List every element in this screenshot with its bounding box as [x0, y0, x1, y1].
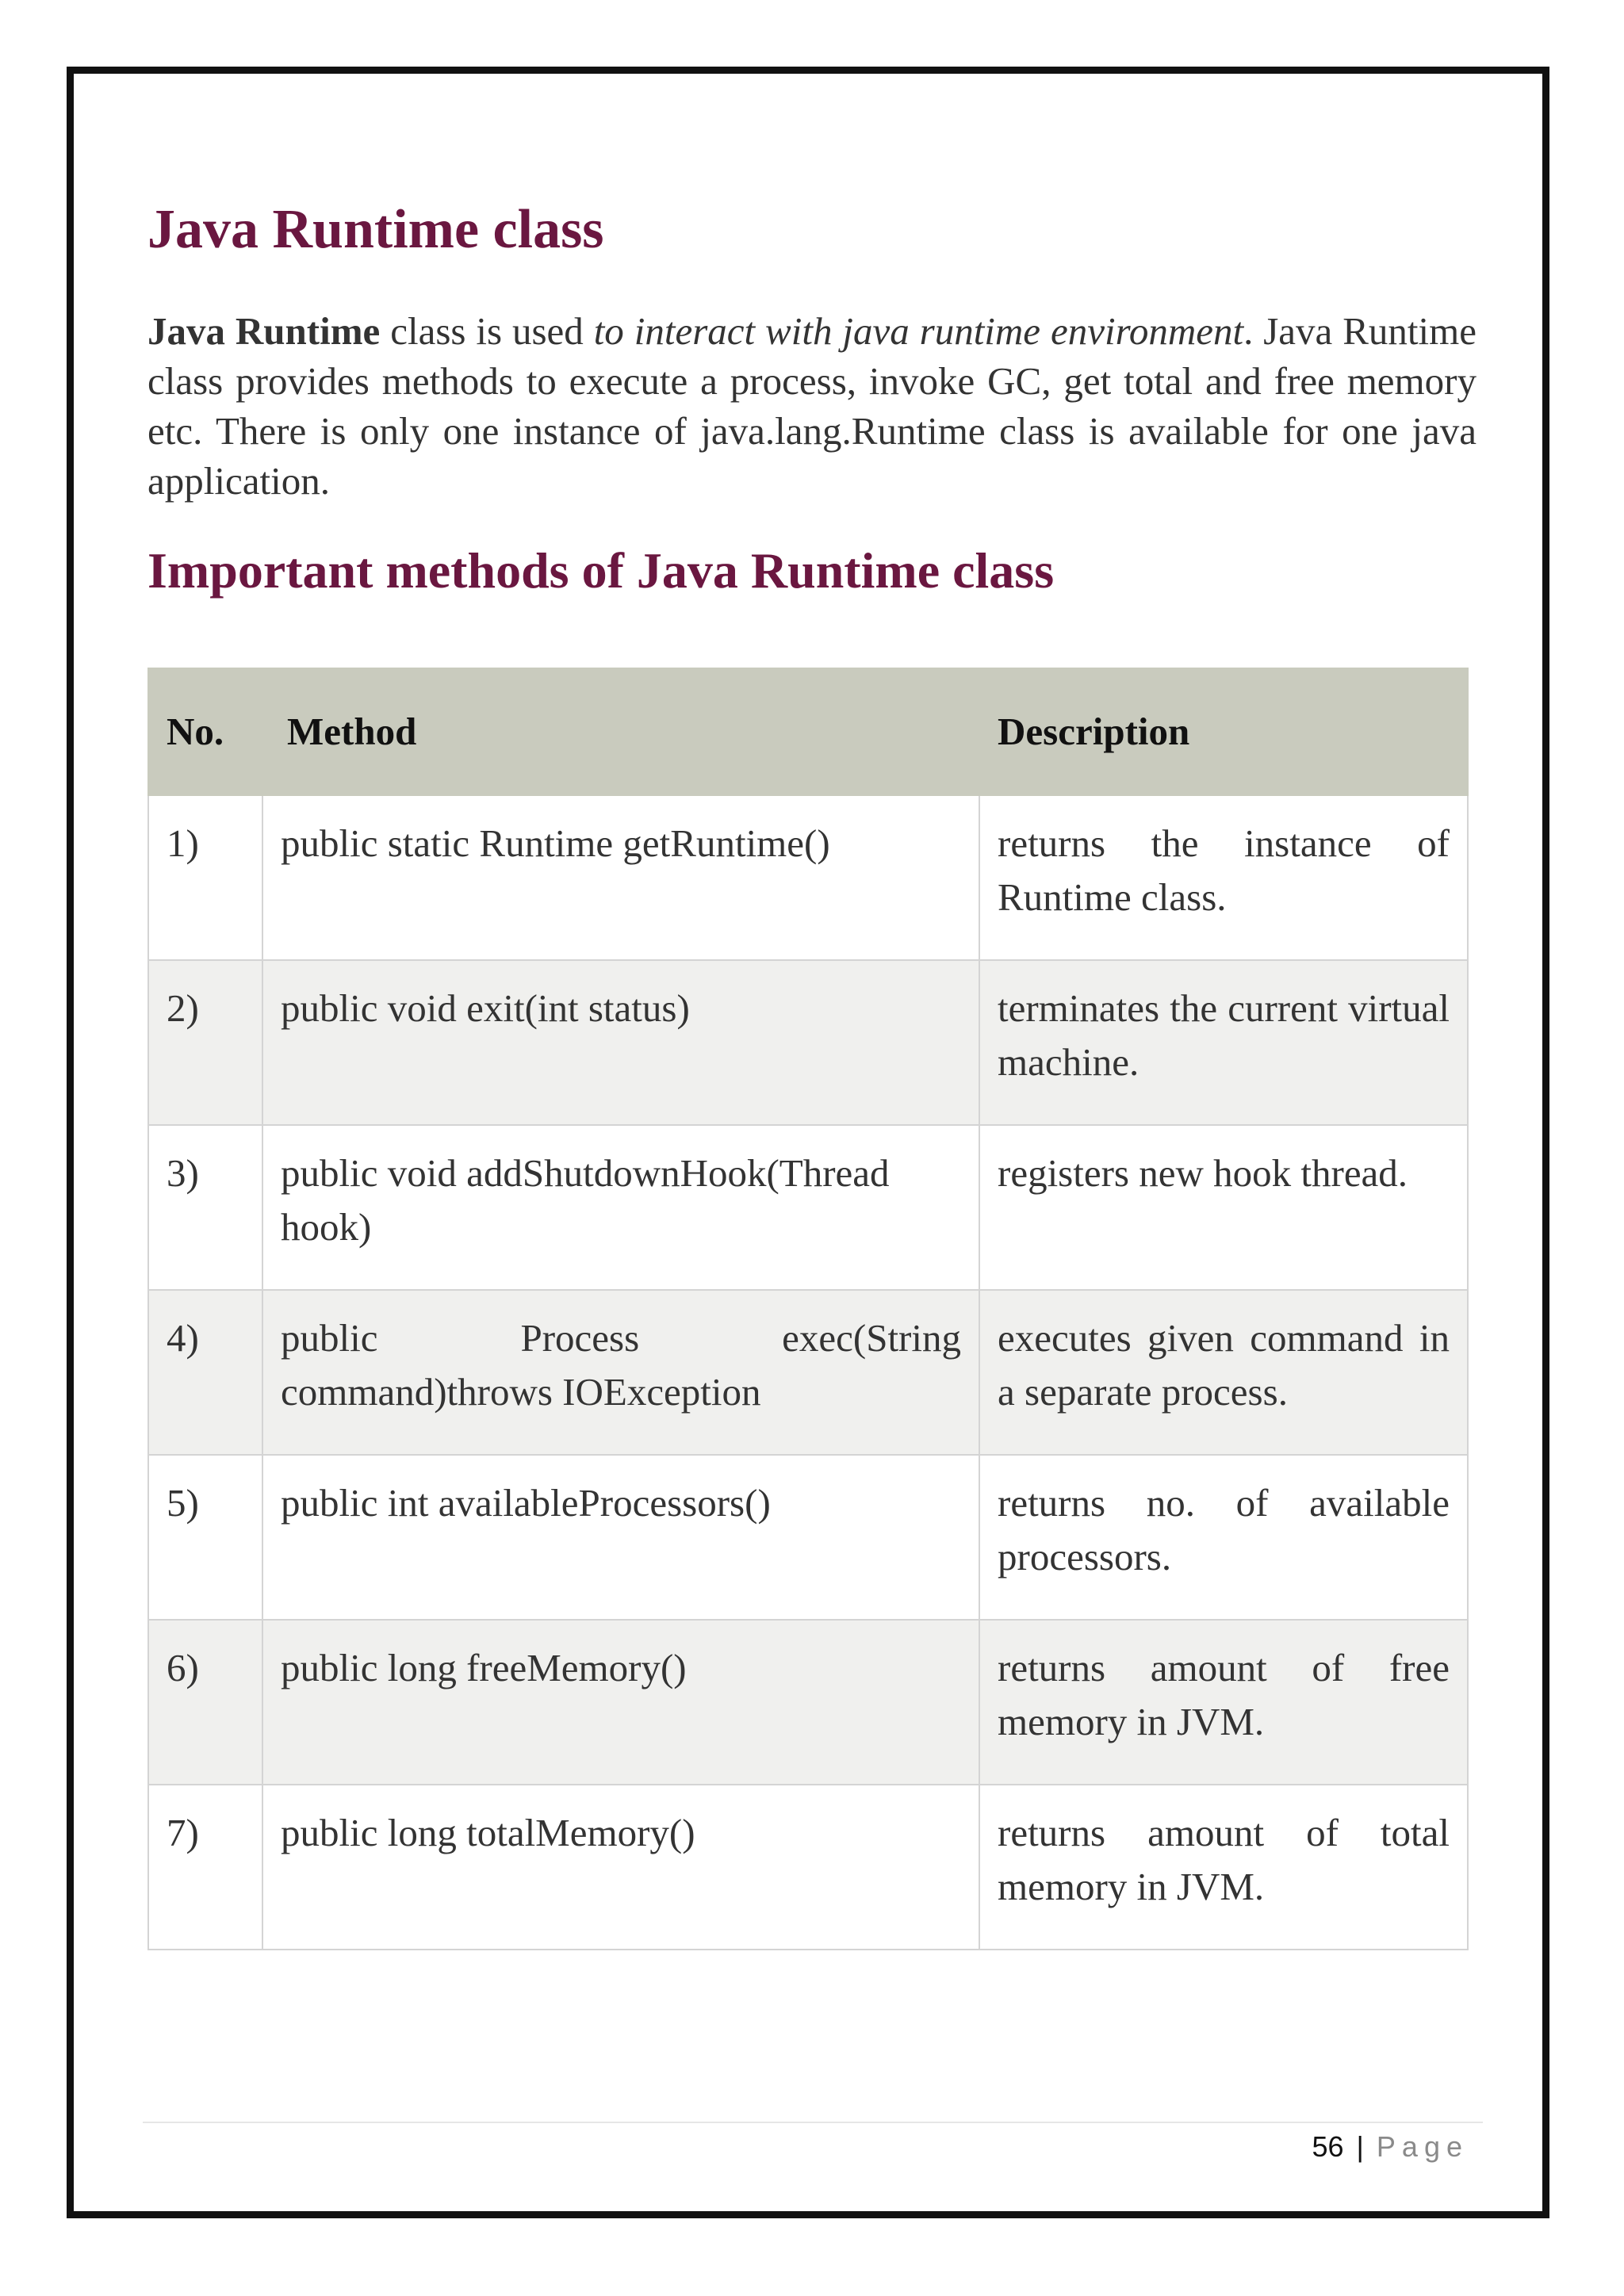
row-number: 3): [148, 1125, 262, 1290]
row-description: returns no. of available processors.: [979, 1455, 1468, 1620]
row-description: terminates the current virtual machine.: [979, 960, 1468, 1125]
row-number: 7): [148, 1785, 262, 1950]
page-label: Page: [1376, 2130, 1469, 2163]
row-number: 1): [148, 795, 262, 960]
table-row: [148, 960, 1468, 1125]
page-footer: [1312, 2128, 1469, 2166]
footer-separator: |: [1356, 2130, 1364, 2163]
page-title: Java Runtime class: [147, 199, 604, 260]
row-number: 2): [148, 960, 262, 1125]
table-header-row: [148, 668, 1468, 795]
page-number: 56: [1312, 2130, 1344, 2163]
row-method: public Process exec(String command)throws IOException: [262, 1290, 979, 1455]
intro-paragraph: [147, 306, 1477, 506]
section-heading: Important methods of Java Runtime class: [147, 542, 1055, 599]
intro-text-1: class is used: [380, 309, 594, 353]
table-row: [148, 1125, 1468, 1290]
row-description: executes given command in a separate process.: [979, 1290, 1468, 1455]
row-method: public long totalMemory(): [262, 1785, 979, 1950]
row-method: public int availableProcessors(): [262, 1455, 979, 1620]
table-row: [148, 1455, 1468, 1620]
row-method: public void addShutdownHook(Thread hook): [262, 1125, 979, 1290]
intro-bold-lead: Java Runtime: [147, 309, 381, 353]
header-method: Method: [262, 668, 979, 795]
row-description: registers new hook thread.: [979, 1125, 1468, 1290]
methods-table: [147, 668, 1469, 1950]
intro-italic: to interact with java runtime environment: [593, 309, 1244, 353]
table-row: [148, 1290, 1468, 1455]
table-row: [148, 795, 1468, 960]
footer-divider: [143, 2122, 1483, 2123]
row-description: returns amount of total memory in JVM.: [979, 1785, 1468, 1950]
row-method: public static Runtime getRuntime(): [262, 795, 979, 960]
row-description: returns the instance of Runtime class.: [979, 795, 1468, 960]
header-description: Description: [979, 668, 1468, 795]
table-row: [148, 1785, 1468, 1950]
row-method: public void exit(int status): [262, 960, 979, 1125]
row-method: public long freeMemory(): [262, 1620, 979, 1785]
row-description: returns amount of free memory in JVM.: [979, 1620, 1468, 1785]
row-number: 6): [148, 1620, 262, 1785]
intro-text-2: . Java Runtime class provides methods to execute a process, invoke GC, get total and free memory etc. There is only one instance of java.lang.Runtime class is available for one java application.: [147, 309, 1477, 503]
row-number: 5): [148, 1455, 262, 1620]
header-no: No.: [148, 668, 262, 795]
row-number: 4): [148, 1290, 262, 1455]
table-row: [148, 1620, 1468, 1785]
